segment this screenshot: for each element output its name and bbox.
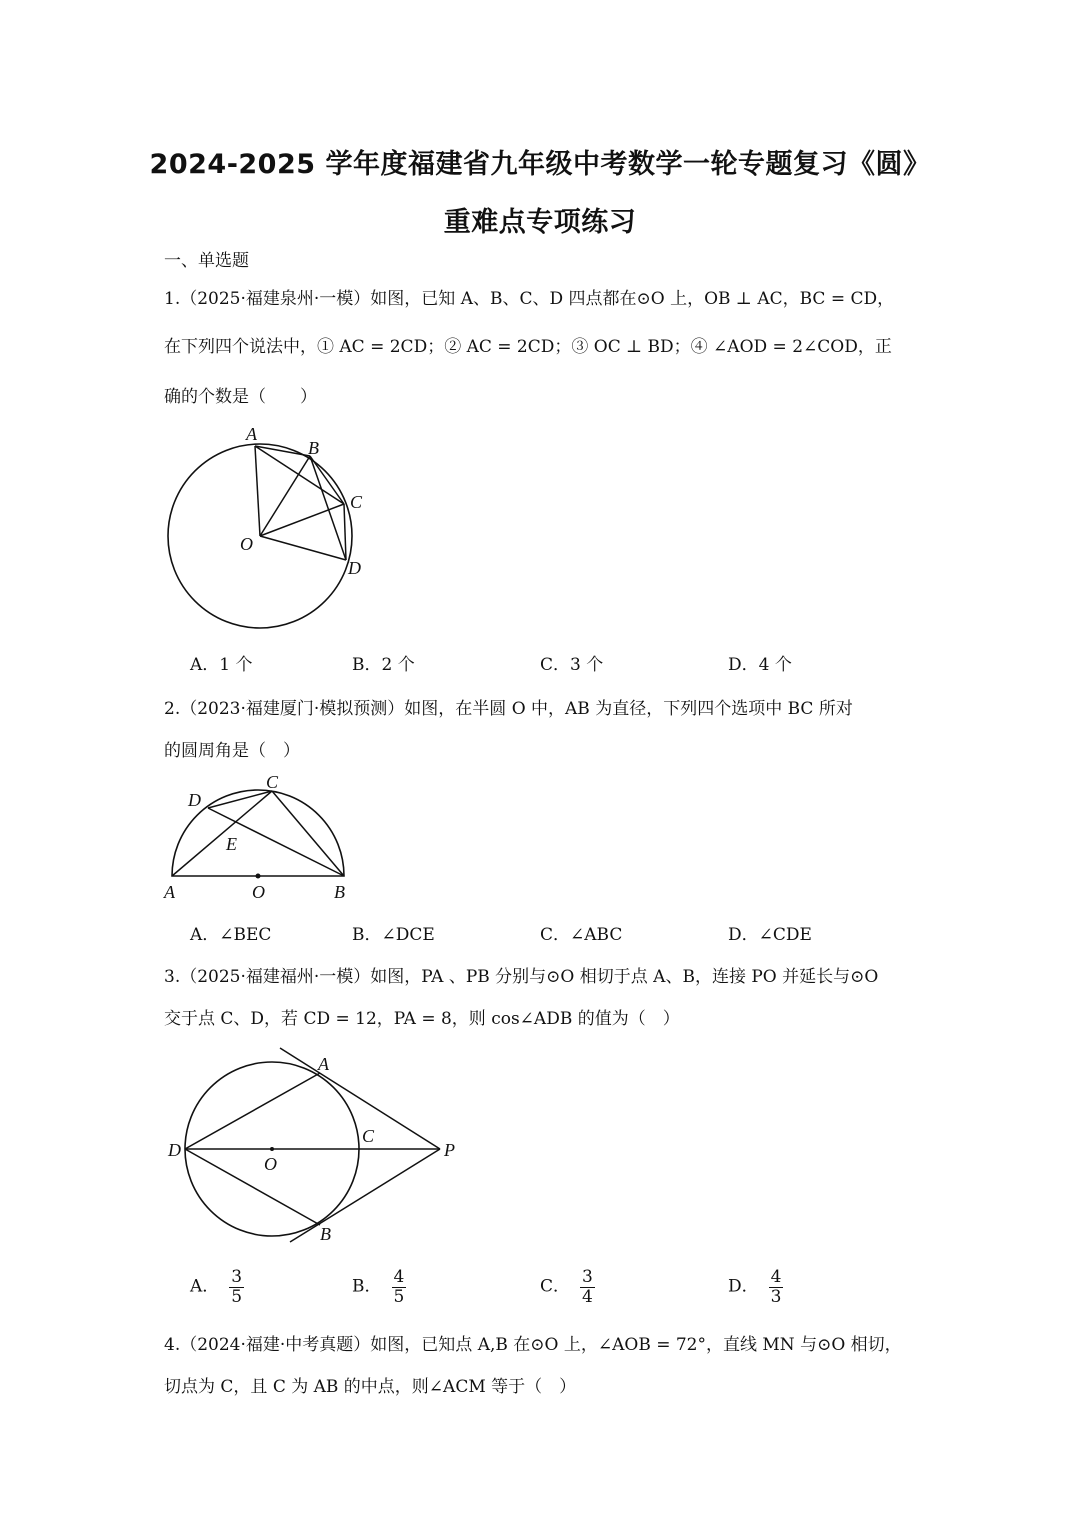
q3-option-a-denominator: 5 (231, 1286, 243, 1307)
q2-label-C: C (266, 772, 279, 792)
q1-label-B: B (308, 438, 319, 458)
q3-option-b-fraction (392, 1268, 407, 1306)
q1-segment-OB (260, 456, 310, 536)
q1-option-d[interactable]: D．4 个 (728, 655, 792, 675)
q1-label-O: O (240, 534, 253, 554)
q3-option-b[interactable] (352, 1268, 406, 1306)
q4-text-line2: 切点为 C，且 C 为 AB 的中点，则∠ACM 等于（ ） (164, 1377, 577, 1397)
q2-center-dot (256, 874, 261, 879)
q1-segment-OD (260, 536, 346, 560)
q2-label-A: A (164, 882, 175, 902)
q1-segment-OA (255, 446, 260, 536)
q3-label-O: O (264, 1154, 277, 1174)
q1-segment-CD (344, 504, 346, 560)
q3-option-b-denominator: 5 (393, 1286, 405, 1307)
q1-text-line3: 确的个数是（ ） (164, 387, 317, 407)
q3-option-d-letter: D． (728, 1276, 759, 1297)
q3-segment-DB (185, 1149, 320, 1225)
q2-label-B: B (334, 882, 345, 902)
q3-option-a-letter: A． (190, 1276, 220, 1297)
q1-option-c[interactable]: C．3 个 (540, 655, 604, 675)
q2-option-d[interactable]: D．∠CDE (728, 925, 812, 945)
q3-option-d-fraction (769, 1268, 784, 1306)
q2-text-line2: 的圆周角是（ ） (164, 741, 300, 761)
q3-tangent-PA (280, 1048, 440, 1149)
q1-circle-figure (160, 420, 380, 640)
q3-tangent-figure (160, 1046, 470, 1246)
q2-option-a[interactable]: A．∠BEC (190, 925, 272, 945)
q3-tangent-PB (290, 1149, 440, 1242)
section-heading: 一、单选题 (164, 251, 249, 271)
q2-label-E: E (226, 834, 237, 854)
q3-option-a-fraction (229, 1268, 244, 1306)
q2-option-c[interactable]: C．∠ABC (540, 925, 623, 945)
q3-label-C: C (362, 1126, 375, 1146)
q3-option-d-numerator: 4 (770, 1267, 782, 1287)
q1-label-A: A (246, 424, 257, 444)
q2-semicircle-figure (160, 766, 360, 906)
q3-option-c[interactable] (540, 1268, 595, 1306)
q3-option-b-letter: B． (352, 1276, 382, 1297)
q2-label-D: D (188, 790, 201, 810)
q3-label-P: P (444, 1140, 455, 1160)
q3-option-d-denominator: 3 (770, 1286, 782, 1307)
q1-option-a[interactable]: A．1 个 (190, 655, 253, 675)
q3-option-c-denominator: 4 (582, 1286, 593, 1307)
q3-label-A: A (318, 1054, 329, 1074)
q3-option-c-letter: C． (540, 1276, 571, 1297)
q1-segment-BC (310, 456, 344, 504)
q1-text-line1: 1.（2025·福建泉州·一模）如图，已知 A、B、C、D 四点都在⊙O 上，OB ⊥ AC，BC = CD， (164, 289, 895, 309)
q1-option-b[interactable]: B．2 个 (352, 655, 415, 675)
q2-option-b[interactable]: B．∠DCE (352, 925, 435, 945)
q3-option-d[interactable] (728, 1268, 783, 1306)
document-title-line1: 2024-2025 学年度福建省九年级中考数学一轮专题复习《圆》 (149, 149, 931, 180)
q1-label-D: D (348, 558, 361, 578)
document-title-line2: 重难点专项练习 (443, 207, 637, 238)
q3-center-dot (270, 1147, 274, 1151)
q2-label-O: O (252, 882, 265, 902)
q3-segment-DA (185, 1073, 320, 1149)
q3-option-b-numerator: 4 (393, 1267, 405, 1287)
q3-option-a-numerator: 3 (231, 1267, 243, 1287)
q3-option-a[interactable] (190, 1268, 244, 1306)
q3-text-line2: 交于点 C、D，若 CD = 12，PA = 8，则 cos∠ADB 的值为（ ） (164, 1009, 680, 1029)
q1-segment-BD (310, 456, 346, 560)
q3-label-B: B (320, 1224, 331, 1244)
q3-option-c-numerator: 3 (582, 1267, 593, 1287)
q2-text-line1: 2.（2023·福建厦门·模拟预测）如图，在半圆 O 中，AB 为直径，下列四个选项中 BC 所对 (164, 699, 853, 719)
q1-text-line2: 在下列四个说法中，① AC = 2CD；② AC = 2CD；③ OC ⊥ BD；④ ∠AOD = 2∠COD，正 (164, 337, 892, 357)
q3-label-D: D (168, 1140, 181, 1160)
q3-text-line1: 3.（2025·福建福州·一模）如图，PA 、PB 分别与⊙O 相切于点 A、B，连接 PO 并延长与⊙O (164, 967, 879, 987)
q3-option-c-fraction (580, 1268, 595, 1306)
q4-text-line1: 4.（2024·福建·中考真题）如图，已知点 A,B 在⊙O 上，∠AOB = 72°，直线 MN 与⊙O 相切， (164, 1335, 902, 1355)
q1-label-C: C (350, 492, 363, 512)
